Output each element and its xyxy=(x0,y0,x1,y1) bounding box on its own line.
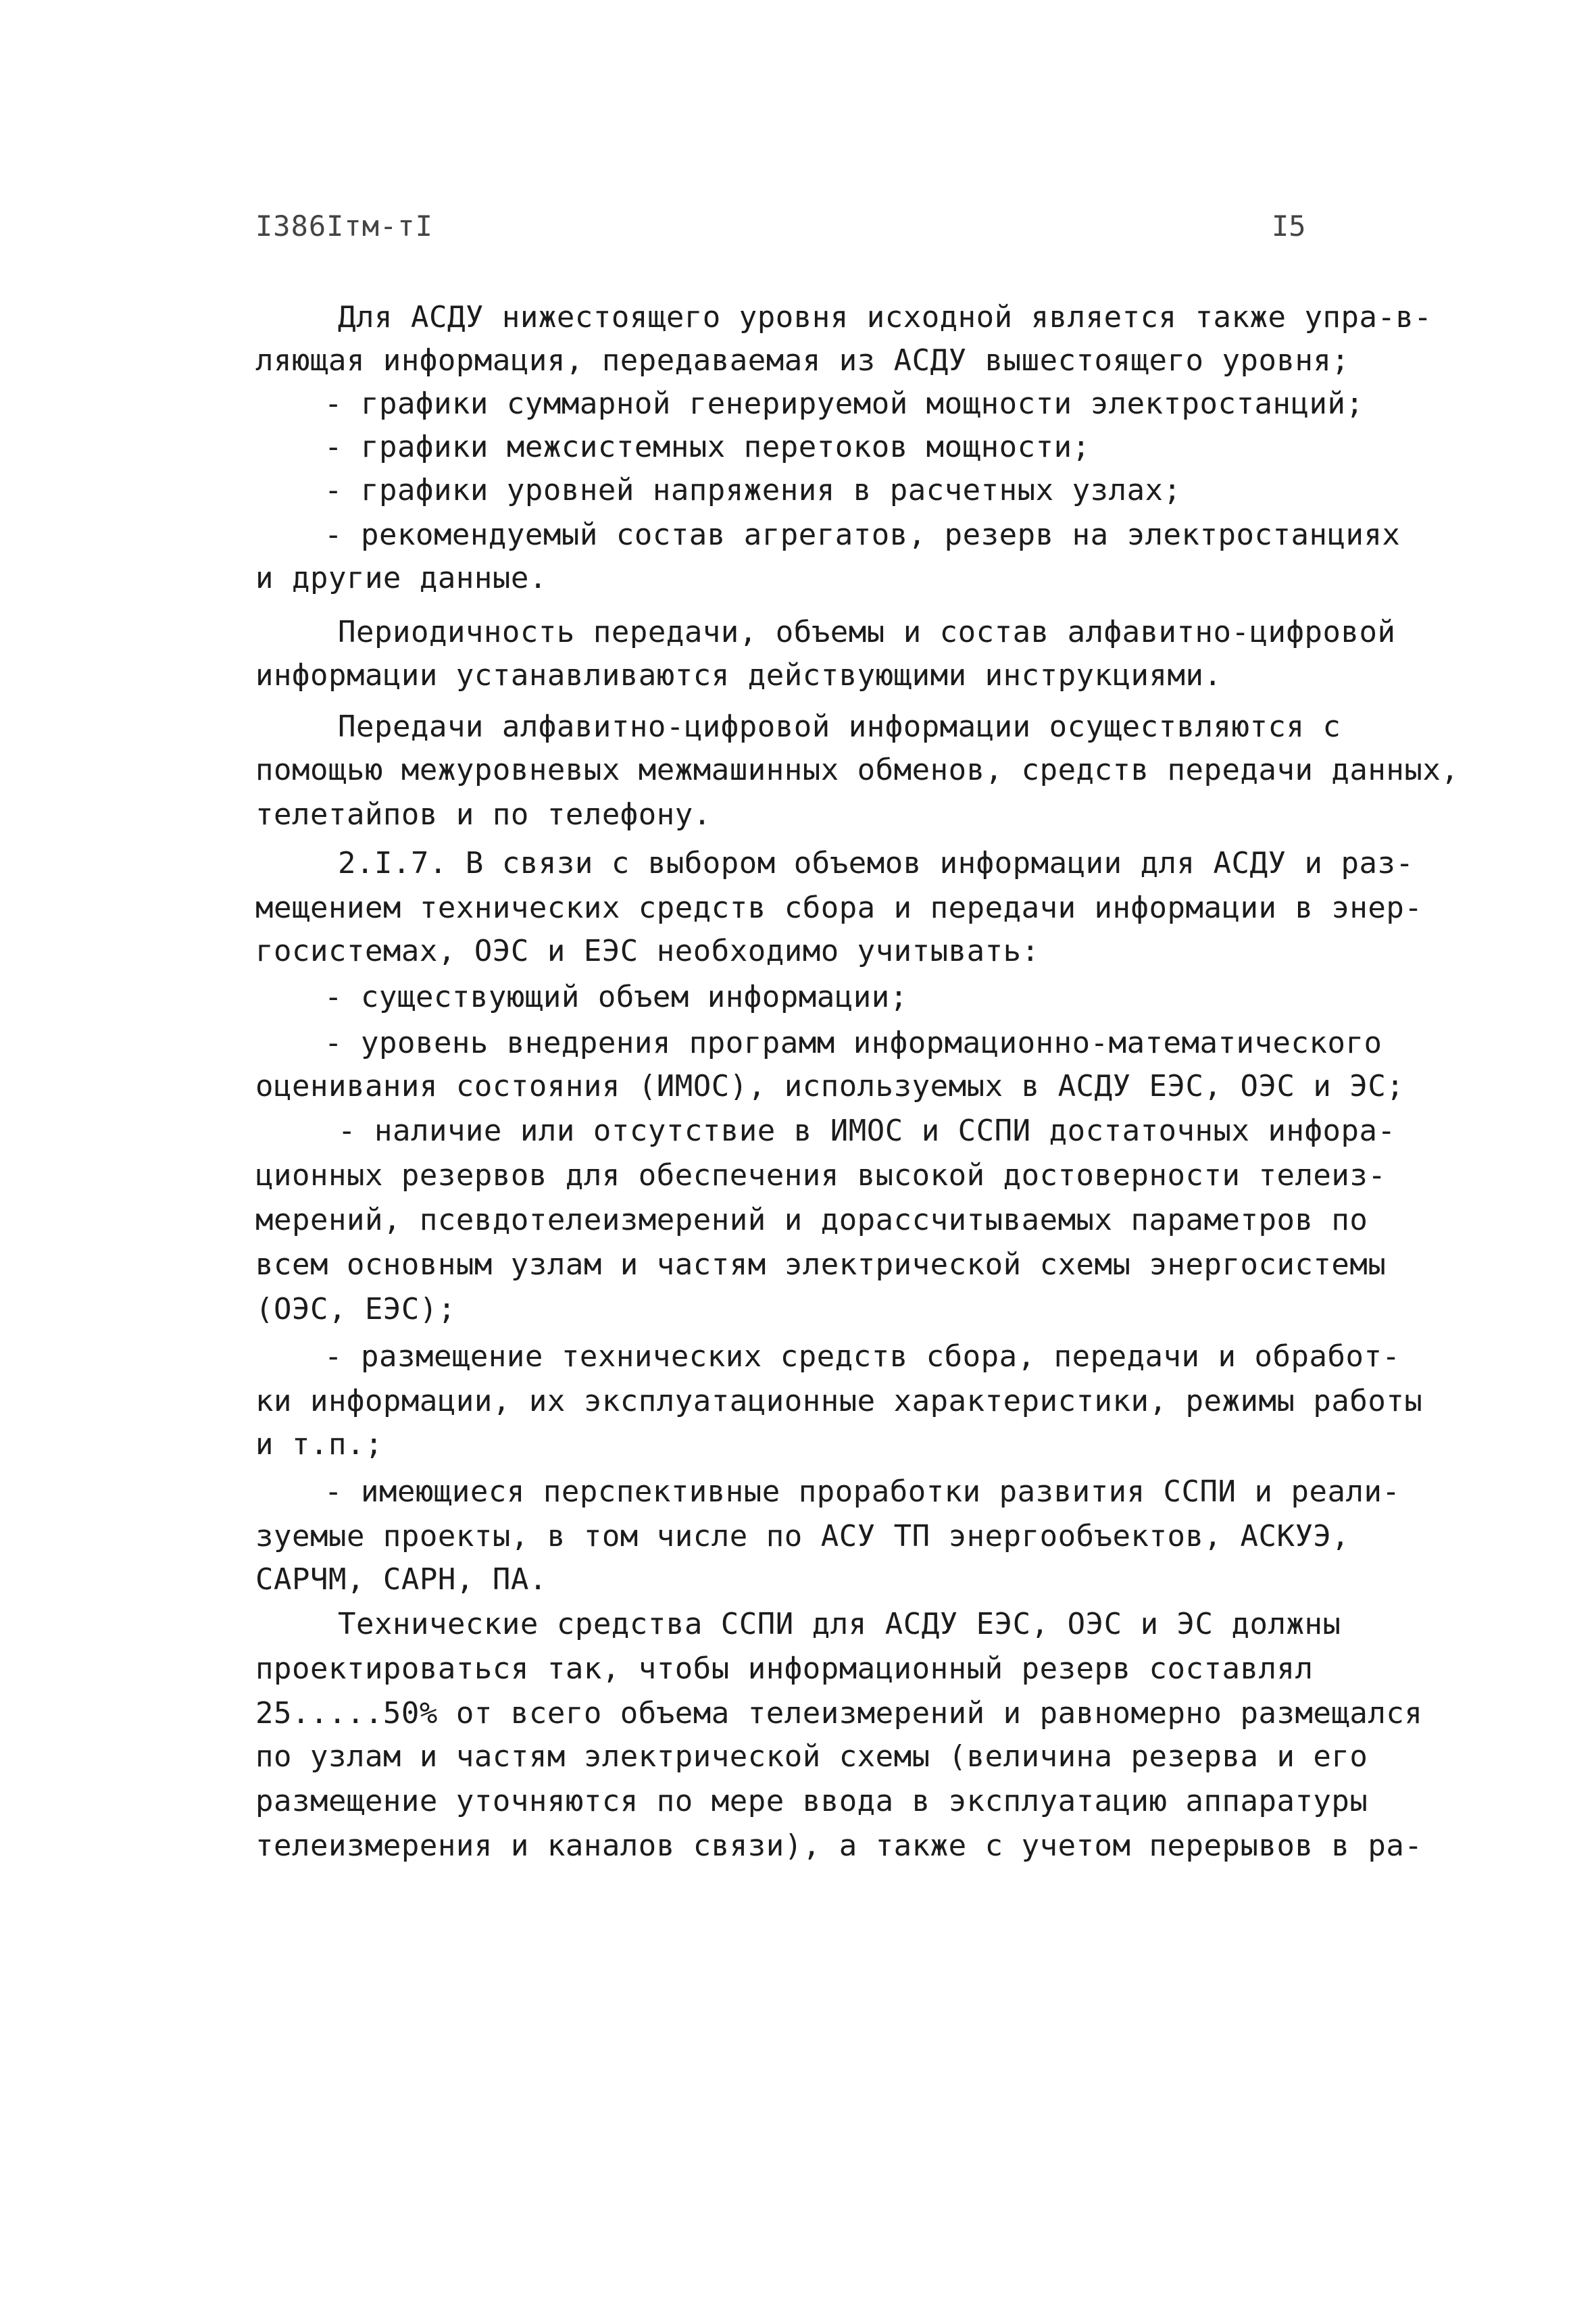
text-line: Для АСДУ нижестоящего уровня исходной является также упра-в- xyxy=(338,300,1432,334)
text-line: по узлам и частям электрической схемы (величина резерва и его xyxy=(255,1739,1368,1774)
text-line: - существующий объем информации; xyxy=(324,980,908,1014)
text-line: - рекомендуемый состав агрегатов, резерв на электростанциях xyxy=(324,518,1401,552)
text-line: Периодичность передачи, объемы и состав алфавитно-цифровой xyxy=(338,615,1396,649)
text-line: 2.I.7. В связи с выбором объемов информации для АСДУ и раз- xyxy=(338,846,1414,880)
text-line: помощью межуровневых межмашинных обменов, средств передачи данных, xyxy=(255,753,1460,787)
text-line: ляющая информация, передаваемая из АСДУ вышестоящего уровня; xyxy=(255,343,1350,378)
text-line: (ОЭС, ЕЭС); xyxy=(255,1292,456,1326)
page-number: I5 xyxy=(1272,209,1306,243)
text-line: и другие данные. xyxy=(255,561,547,595)
text-line: - наличие или отсутствие в ИМОС и ССПИ достаточных инфорa- xyxy=(338,1114,1396,1148)
text-line: оценивания состояния (ИМОС), используемых в АСДУ ЕЭС, ОЭС и ЭС; xyxy=(255,1069,1405,1103)
text-line: ционных резервов для обеспечения высокой достоверности телеиз- xyxy=(255,1158,1387,1193)
text-line: зуемые проекты, в том числе по АСУ ТП энергообъектов, АСКУЭ, xyxy=(255,1519,1350,1553)
text-line: - уровень внедрения программ информационно-математического xyxy=(324,1026,1382,1060)
text-line: телеизмерения и каналов связи), а также с учетом перерывов в ра- xyxy=(255,1828,1423,1863)
text-line: и т.п.; xyxy=(255,1427,383,1462)
text-line: - графики межсистемных перетоков мощности; xyxy=(324,430,1091,464)
text-line: Передачи алфавитно-цифровой информации осуществляются с xyxy=(338,710,1341,744)
text-line: информации устанавливаются действующими инструкциями. xyxy=(255,658,1222,693)
text-line: размещение уточняются по мере ввода в эксплуатацию аппаратуры xyxy=(255,1784,1368,1818)
text-line: телетайпов и по телефону. xyxy=(255,797,712,832)
text-line: - графики суммарной генерируемой мощности электростанций; xyxy=(324,387,1364,421)
text-line: ки информации, их эксплуатационные характеристики, режимы работы xyxy=(255,1384,1423,1418)
text-line: мерений, псевдотелеизмерений и дорассчитываемых параметров по xyxy=(255,1203,1368,1237)
text-line: - размещение технических средств сбора, передачи и обработ- xyxy=(324,1339,1401,1374)
text-line: проектироваться так, чтобы информационный резерв составлял xyxy=(255,1651,1314,1686)
text-line: 25.....50% от всего объема телеизмерений и равномерно размещался xyxy=(255,1696,1423,1731)
document-code: I386Iтм-тI xyxy=(255,209,433,243)
text-line: САРЧМ, САРН, ПА. xyxy=(255,1562,547,1597)
text-line: всем основным узлам и частям электрической схемы энергосистемы xyxy=(255,1247,1387,1282)
text-line: Технические средства ССПИ для АСДУ ЕЭС, ОЭС и ЭС должны xyxy=(338,1607,1341,1641)
text-line: госистемах, ОЭС и ЕЭС необходимо учитывать: xyxy=(255,934,1040,968)
text-line: - имеющиеся перспективные проработки развития ССПИ и реали- xyxy=(324,1474,1401,1509)
text-line: мещением технических средств сбора и передачи информации в энер- xyxy=(255,891,1423,925)
text-line: - графики уровней напряжения в расчетных узлах; xyxy=(324,473,1182,507)
